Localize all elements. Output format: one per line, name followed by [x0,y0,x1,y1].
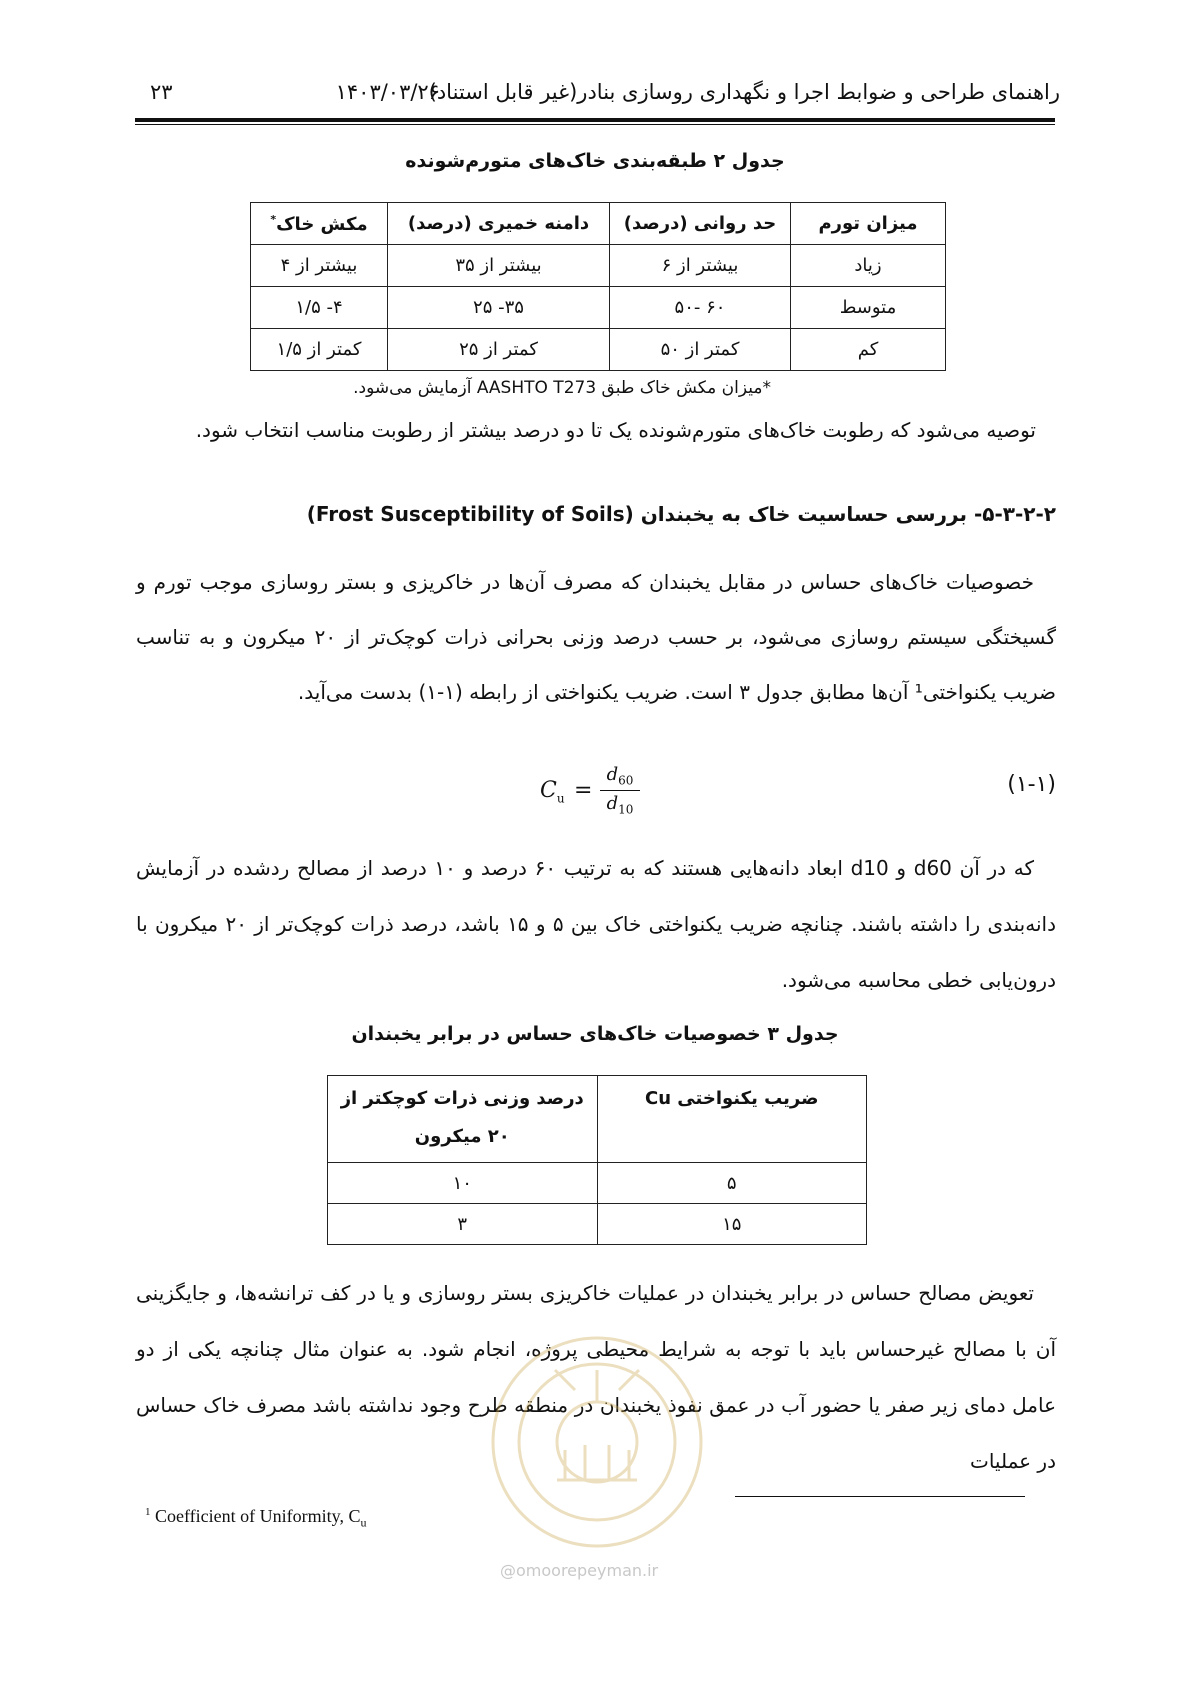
table2-note: *میزان مکش خاک طبق AASHTO T273 آزمایش می‌شود. [353,378,771,398]
fraction-bar [600,790,640,791]
paragraph-frost: خصوصیات خاک‌های حساس در مقابل یخبندان که مصرف آن‌ها در خاکریزی و بستر روسازی موجب تورم و گسیختگی سیستم روسازی می‌شود، بر حسب درصد وزنی بحرانی ذرات کوچک‌تر از ۲۰ میکرون و به تناسب ضریب یکنواختی¹ آن‌ها مطابق جدول ۳ است. ضریب یکنواختی از رابطه (۱-۱) بدست می‌آید. [136,570,1056,704]
paragraph-replacement: تعویض مصالح حساس در برابر یخبندان در عملیات خاکریزی بستر روسازی و یا در کف ترانشه‌ها، و جایگزینی آن با مصالح غیرحساس باید با توجه به شرایط محیطی پروژه، انجام شود. به عنوان مثال چنانچه یکی از دو عامل دمای زیر صفر یا حضور آب در عمق نفوذ یخبندان در منطقه طرح وجود نداشته باشد مصرف خاک حساس در عملیات [136,1281,1056,1473]
footnote [145,1506,366,1531]
table-header-cell: درصد وزنی ذرات کوچکتر از ۲۰ میکرون [328,1076,598,1163]
footnote-mark: * [270,212,277,226]
header-rule-thick [135,118,1055,122]
equation-equals: = [574,778,593,803]
table-cell: ۱۰ [328,1163,598,1204]
table-cell: ۴- ۱/۵ [251,287,388,329]
equation-lhs: $C_u$ [540,778,565,806]
header-date: ۱۴۰۳/۰۳/۲۶ [335,80,440,104]
table-row [251,245,946,287]
uniformity-equation [540,762,660,822]
table-cell: کم [791,329,946,371]
table-cell: متوسط [791,287,946,329]
table-header-cell: حد روانی (درصد) [610,203,791,245]
equation-number: (۱-۱) [1007,772,1056,797]
equation-denominator: $d_{10}$ [606,792,634,817]
table-cell: زیاد [791,245,946,287]
table-header-row [251,203,946,245]
equation-fraction [600,764,640,816]
page-header [140,72,1060,112]
table-header-cell [251,203,388,245]
table2 [250,202,946,371]
table-row [251,287,946,329]
section-number: ۵-۳-۲-۲- [973,502,1056,526]
table-row [251,329,946,371]
table-cell: کمتر از ۱/۵ [251,329,388,371]
section-title: بررسی حساسیت خاک به یخبندان (Frost Susceptibility of Soils) [306,502,967,526]
section-heading [307,502,1056,526]
table3 [327,1075,867,1245]
watermark-url: @omoorepeyman.ir [500,1561,659,1580]
table-header-row [328,1076,867,1163]
header-rule-thin [135,124,1055,125]
paragraph-moisture: توصیه می‌شود که رطوبت خاک‌های متورم‌شونده یک تا دو درصد بیشتر از رطوبت مناسب انتخاب شود. [195,418,1036,442]
footnote-rule [735,1496,1025,1497]
footnote-text: Coefficient of Uniformity, C [155,1506,361,1526]
table-cell: بیشتر از ۴ [251,245,388,287]
watermark-seal-icon [485,1330,710,1555]
table-cell: کمتر از ۵۰ [610,329,791,371]
table-row [328,1163,867,1204]
paragraph-d60-d10: که در آن d60 و d10 ابعاد دانه‌هایی هستند که به ترتیب ۶۰ درصد و ۱۰ درصد از مصالح ردشده در آزمایش دانه‌بندی را داشته باشند. چنانچه ضریب یکنواختی خاک بین ۵ و ۱۵ باشد، درصد ذرات کوچک‌تر از ۲۰ میکرون با درون‌یابی خطی محاسبه می‌شود. [136,856,1056,992]
table-row [328,1204,867,1245]
page-number: ۲۳ [150,80,173,104]
equation-numerator: $d_{60}$ [606,764,634,788]
table-cell: ۵ [597,1163,867,1204]
table-header-cell: دامنه خمیری (درصد) [388,203,610,245]
table-header-cell: میزان تورم [791,203,946,245]
table-header-cell: ضریب یکنواختی Cu [597,1076,867,1163]
footnote-sub: u [360,1515,367,1530]
table-cell: ۳۵- ۲۵ [388,287,610,329]
table-cell: کمتر از ۲۵ [388,329,610,371]
table-cell: ۳ [328,1204,598,1245]
table-cell: ۱۵ [597,1204,867,1245]
header-title: راهنمای طراحی و ضوابط اجرا و نگهداری روسازی بنادر(غیر قابل استناد) [428,80,1060,104]
table-cell: بیشتر از ۳۵ [388,245,610,287]
footnote-number: 1 [145,1506,151,1518]
table3-caption: جدول ۳ خصوصیات خاک‌های حساس در برابر یخبندان [351,1023,839,1045]
table2-caption: جدول ۲ طبقه‌بندی خاک‌های متورم‌شونده [405,150,785,172]
header-text: مکش خاک [276,213,368,235]
table-cell: ۶۰ -۵۰ [610,287,791,329]
table-cell: بیشتر از ۶ [610,245,791,287]
